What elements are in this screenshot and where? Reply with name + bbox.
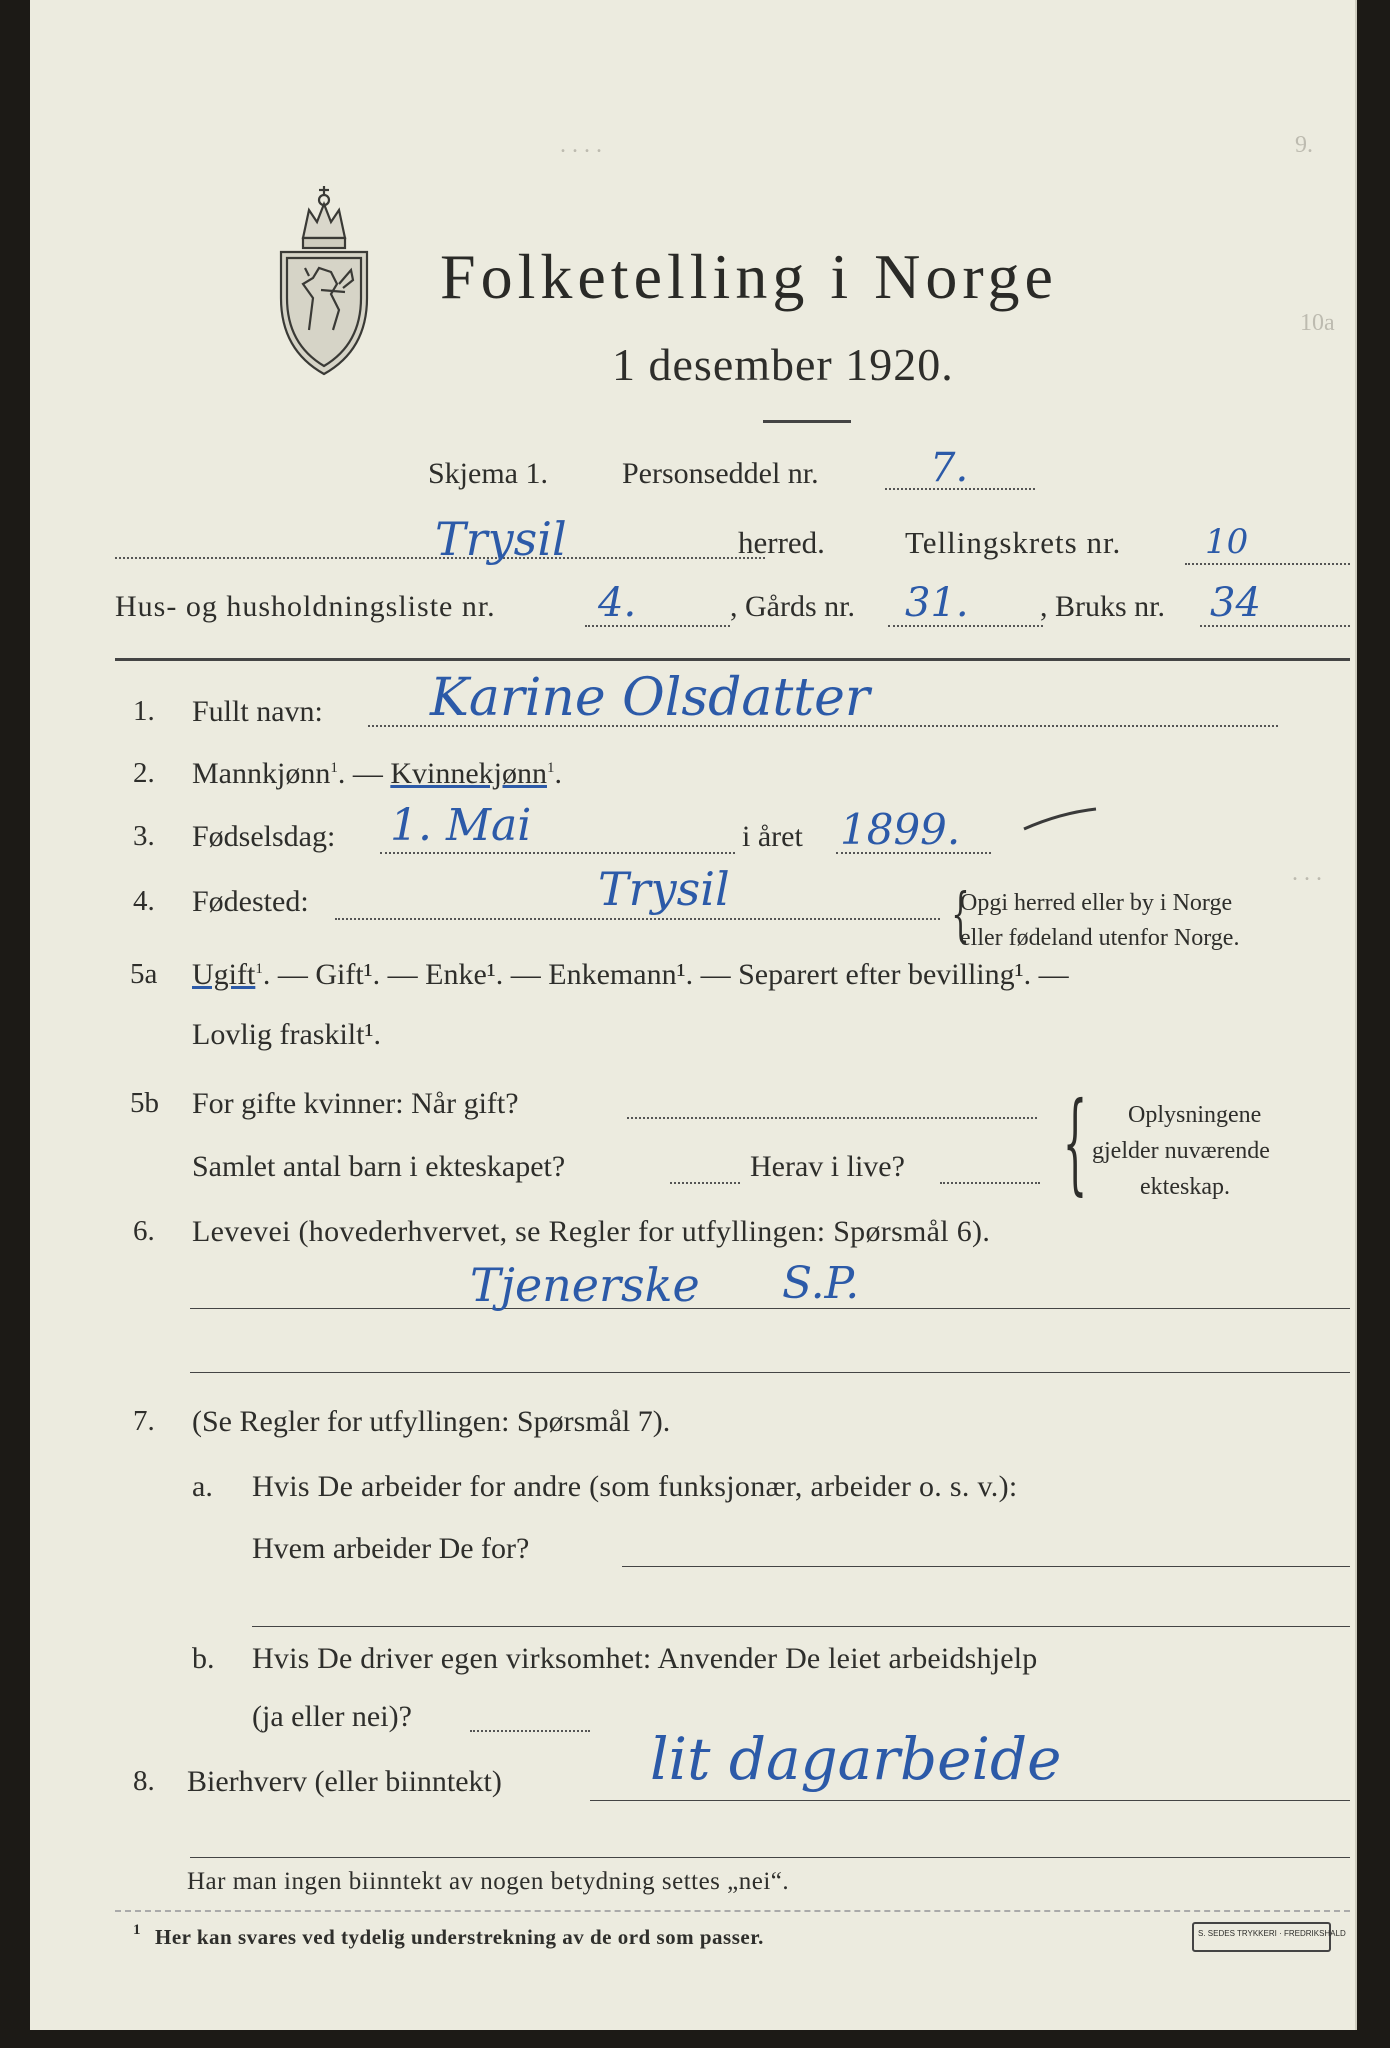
q7b-dotline (470, 1730, 590, 1732)
q7a-letter: a. (192, 1470, 213, 1503)
bruks-label: , Bruks nr. (1040, 590, 1166, 623)
q5a-line2: Lovlig fraskilt¹. (192, 1018, 381, 1051)
q2-separator: . — (337, 757, 383, 790)
question-5a-number: 5a (130, 958, 158, 990)
norway-coat-of-arms-icon (273, 180, 375, 380)
q6-answer-line-2 (190, 1372, 1350, 1373)
header-rule (115, 658, 1350, 661)
q3-year-label: i året (742, 820, 803, 853)
q7a-line1: Hvis De arbeider for andre (som funksjonær, arbeider o. s. v.): (252, 1470, 1018, 1503)
question-7-number: 7. (133, 1405, 155, 1437)
q5b-label: For gifte kvinner: Når gift? (192, 1087, 519, 1120)
q4-value: Trysil (598, 862, 730, 916)
footnote-text: Her kan svares ved tydelig understrekning av de ord som passer. (155, 1925, 764, 1949)
q8-value: lit dagarbeide (650, 1725, 1062, 1793)
q4-dotline (335, 918, 940, 920)
q5b-children-label: Samlet antal barn i ekteskapet? (192, 1150, 566, 1183)
census-date: 1 desember 1920. (612, 339, 954, 390)
printer-stamp (1192, 1922, 1346, 1952)
footer-note: Har man ingen biinntekt av nogen betydning settes „nei“. (187, 1868, 790, 1895)
herred-label: herred. (738, 525, 825, 560)
q5b-alive-dotline (940, 1182, 1040, 1184)
question-2-number: 2. (133, 757, 155, 789)
q7a-line2: Hvem arbeider De for? (252, 1532, 530, 1565)
tellingskrets-dotline (1185, 563, 1350, 565)
form-title: Folketelling i Norge (440, 241, 1058, 312)
q3-dotline (380, 852, 735, 854)
q7b-line1: Hvis De driver egen virksomhet: Anvender De leiet arbeidshjelp (252, 1642, 1038, 1675)
q5b-children-dotline (670, 1182, 740, 1184)
bleed-through-text: 10a (1300, 310, 1335, 336)
q5a-options: Ugift$^1$. — Gift¹. — Enke¹. — Enkemann¹. — Separert efter bevilling¹. — (192, 958, 1069, 991)
skjema-label: Skjema 1. (428, 457, 548, 490)
q5b-alive-label: Herav i live? (750, 1150, 905, 1183)
q6-answer-line-1 (190, 1308, 1350, 1309)
herred-value: Trysil (435, 512, 567, 566)
q5b-note-line1: Oplysningene (1128, 1102, 1262, 1128)
census-form-sheet (30, 0, 1357, 2030)
bleed-through-text: . . . . (560, 132, 602, 158)
q8-answer-line-2 (190, 1857, 1350, 1858)
q2-male-option: Mannkjønn (192, 757, 331, 790)
q6-mark: S.P. (782, 1258, 860, 1309)
q5a-other-options: . — Gift¹. — Enke¹. — Enkemann¹. — Separert efter bevilling¹. — (262, 958, 1069, 991)
q1-label: Fullt navn: (192, 695, 323, 728)
q5b-married-dotline (627, 1117, 1037, 1119)
footer-divider (115, 1910, 1350, 1912)
gards-label: , Gårds nr. (730, 590, 855, 623)
question-6-number: 6. (133, 1215, 155, 1247)
bruks-value: 34 (1210, 580, 1261, 626)
hus-label: Hus- og husholdningsliste nr. (115, 590, 496, 623)
q5b-note-line2: gjelder nuværende (1092, 1138, 1270, 1164)
q3-value: 1. Mai (390, 800, 532, 851)
tellingskrets-value: 10 (1205, 522, 1249, 562)
q7a-answer-line-1 (622, 1566, 1350, 1567)
q6-value: Tjenerske (470, 1258, 700, 1312)
title-divider (763, 420, 851, 423)
question-3-number: 3. (133, 820, 155, 852)
q4-note-brace: { (951, 880, 970, 948)
question-1-number: 1. (133, 695, 155, 727)
question-5b-number: 5b (130, 1087, 159, 1119)
question-4-number: 4. (133, 885, 155, 917)
bleed-through-text: 9. (1295, 132, 1313, 158)
tellingskrets-label: Tellingskrets nr. (905, 525, 1122, 560)
hus-value: 4. (598, 580, 637, 626)
gards-value: 31. (905, 580, 969, 626)
footnote-mark: 1 (133, 1922, 141, 1938)
q2-options: Mannkjønn$^1$. — Kvinnekjønn$^1$. (192, 757, 562, 790)
q8-label: Bierhverv (eller biinntekt) (187, 1765, 502, 1798)
personseddel-value: 7. (930, 445, 969, 491)
q3-label: Fødselsdag: (192, 820, 336, 853)
question-8-number: 8. (133, 1765, 155, 1797)
q7a-answer-line-2 (252, 1626, 1350, 1627)
q7-label: (Se Regler for utfyllingen: Spørsmål 7). (192, 1405, 671, 1438)
q5b-note-brace: { (1062, 1078, 1088, 1206)
q2-female-option: Kvinnekjønn (390, 757, 547, 790)
personseddel-label: Personseddel nr. (622, 457, 819, 490)
q4-label: Fødested: (192, 885, 309, 918)
q5b-note-line3: ekteskap. (1140, 1174, 1230, 1200)
bleed-through-text: . . . (1292, 860, 1322, 886)
q4-note-line1: Opgi herred eller by i Norge (960, 890, 1233, 916)
q6-label: Levevei (hovederhvervet, se Regler for utfyllingen: Spørsmål 6). (192, 1215, 991, 1248)
q4-note-line2: eller fødeland utenfor Norge. (960, 925, 1240, 951)
printer-stamp-text: S. SEDES TRYKKERI · FREDRIKSHALD (1198, 1929, 1346, 1938)
q7b-letter: b. (192, 1642, 215, 1675)
q3-dash-mark (1020, 805, 1100, 835)
q1-value: Karine Olsdatter (430, 668, 870, 728)
q7b-line2: (ja eller nei)? (252, 1700, 412, 1733)
q3-year-value: 1899. (840, 805, 961, 854)
q5a-ugift-option: Ugift (192, 958, 256, 991)
q8-answer-line-1 (590, 1800, 1350, 1801)
